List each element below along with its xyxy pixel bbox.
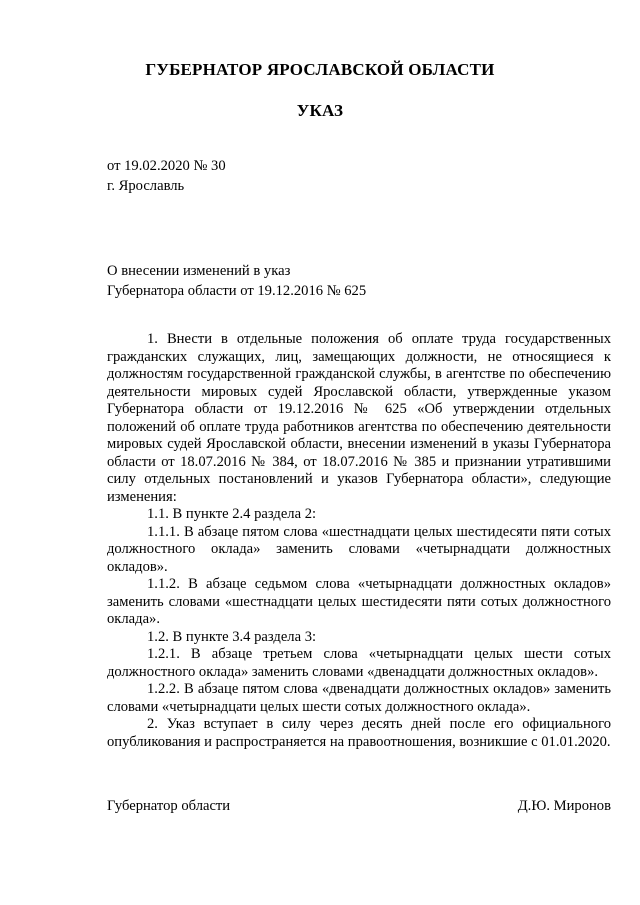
issuing-authority: ГУБЕРНАТОР ЯРОСЛАВСКОЙ ОБЛАСТИ [145,60,495,79]
paragraph: 1.2. В пункте 3.4 раздела 3: [147,628,317,645]
document-type: УКАЗ [296,101,344,120]
paragraph: 1.1. В пункте 2.4 раздела 2: [147,506,317,522]
paragraph: 1.2.1. В абзаце третьем слова «четырнадцати целых шести сотых должностного оклада» заменить словами «двенадцати должностных окладов». [107,646,611,680]
document-city: г. Ярославль [107,178,185,194]
paragraph: 2. Указ вступает в силу через десять дней после его официального опубликования и распространяется на правоотношения, возникшие с 01.01.2020. [107,716,611,750]
document-subject: О внесении изменений в указ Губернатора области от 19.12.2016 № 625 [107,263,367,299]
signatory-name: Д.Ю. Миронов [517,798,611,814]
document-body [107,331,611,751]
document-date-number: от 19.02.2020 № 30 [107,158,226,174]
signatory-position: Губернатор области [107,798,231,814]
paragraph: 1.2.2. В абзаце пятом слова «двенадцати должностных окладов» заменить словами «четырнадцати целых шести сотых должностного оклада». [107,681,611,715]
paragraph: 1.1.1. В абзаце пятом слова «шестнадцати целых шестидесяти пяти сотых должностного оклада» заменить словами «четырнадцати должностных окладов». [107,523,611,575]
paragraph: 1. Внести в отдельные положения об оплате труда государственных гражданских служащих, лиц, замещающих должности, не относящиеся к должностям государственной гражданской службы, в агентстве по обеспечению деятельности мировых судей Ярославской области, утвержденные указом Губернатора области от 19.12.2016 № 625 «Об утверждении отдельных положений об оплате труда работников агентства по обеспечению деятельности мировых судей Ярославской области, внесении изменений в указы Губернатора области от 18.07.2016 № 384, от 18.07.2016 № 385 и признании утратившими силу отдельных постановлений и указов Губернатора области», следующие изменения: [107,331,611,505]
paragraph: 1.1.2. В абзаце седьмом слова «четырнадцати должностных окладов» заменить словами «шестнадцати целых шестидесяти пяти сотых должностного оклада». [107,576,611,627]
